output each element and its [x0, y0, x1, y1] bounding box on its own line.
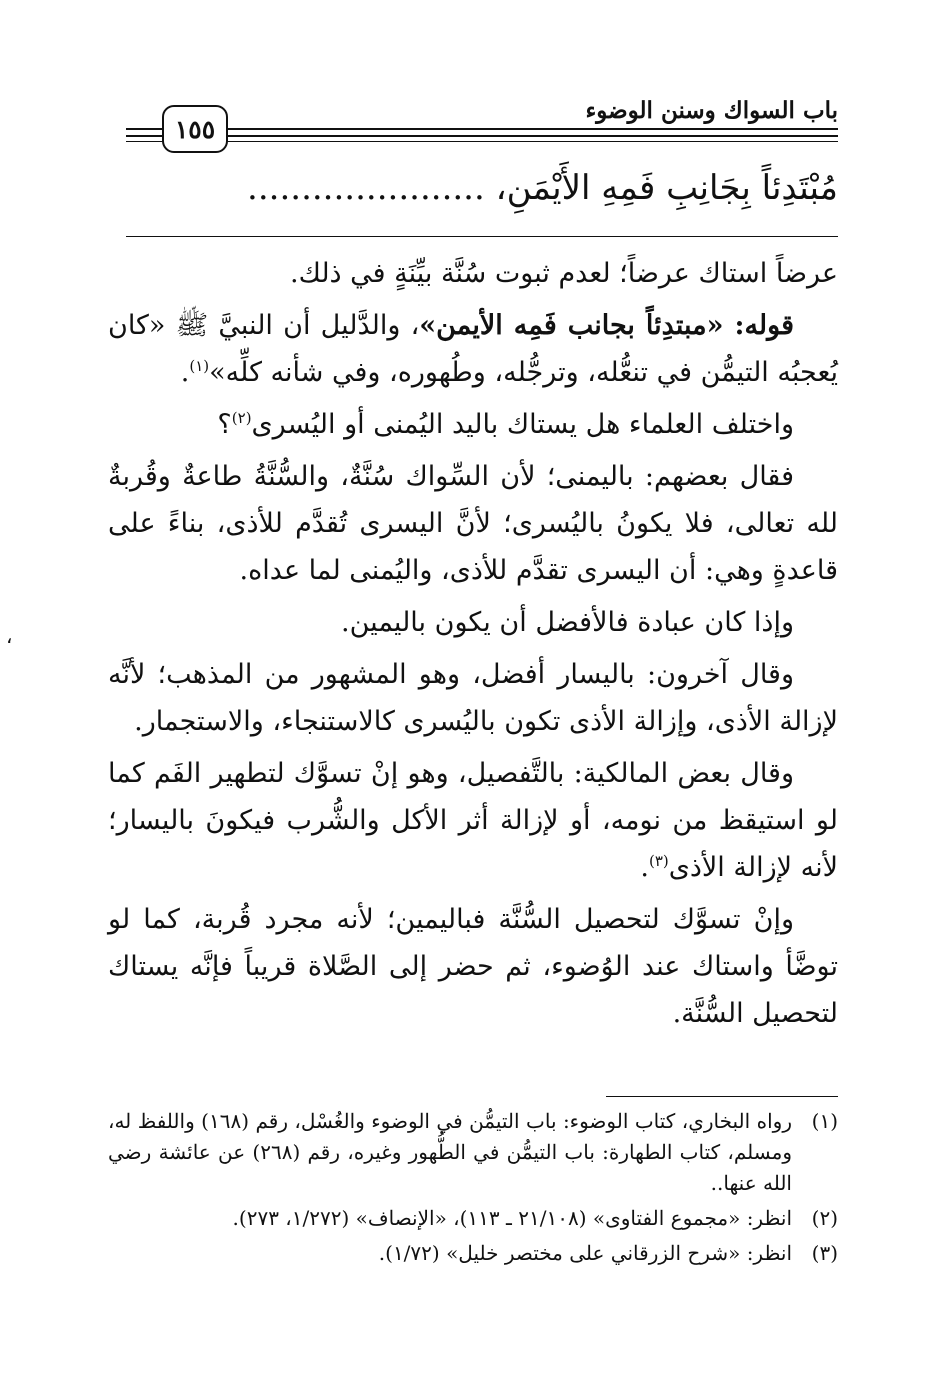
footnote-text: انظر: «شرح الزرقاني على مختصر خليل» (١/٧٢). [378, 1241, 792, 1265]
footnote-divider [606, 1096, 838, 1097]
paragraph-end: ؟ [217, 409, 232, 440]
paragraph [108, 453, 838, 594]
paragraph-text: عرضاً استاك عرضاً؛ لعدم ثبوت سُنَّة بيِّنَةٍ في ذلك. [289, 258, 838, 289]
commentary-body [108, 250, 838, 1042]
paragraph [108, 302, 838, 396]
paragraph-text: فقال بعضهم: باليمنى؛ لأن السِّواك سُنَّةٌ، والسُّنَّةُ طاعةٌ وقُربةٌ لله تعالى، فلا يكونُ باليُسرى؛ لأنَّ اليسرى تُقدَّم للأذى، بناءً على قاعدةٍ وهي: أن اليسرى تقدَّم للأذى، واليُمنى لما عداه. [108, 461, 838, 586]
quoted-matn: قوله: «مبتدِئاً بجانب فَمِه الأيمن» [419, 310, 795, 341]
page-number: ١٥٥ [162, 105, 228, 153]
paragraph [108, 750, 838, 891]
paragraph-text: ، والدَّليل أن النبيَّ ﷺ «كان يُعجبُه التيمُّن في تنعُّله، وترجُّله، وطُهوره، وفي شأنه كلِّه» [108, 310, 838, 388]
footnote-marker: (١) [189, 357, 210, 375]
footnote-number: (٢) [811, 1206, 838, 1230]
paragraph-text: وقال آخرون: باليسار أفضل، وهو المشهور من المذهب؛ لأنَّه لإزالة الأذى، وإزالة الأذى تكون باليُسرى كالاستنجاء، والاستجمار. [108, 659, 838, 737]
footnote [108, 1238, 838, 1269]
header-rule [126, 135, 838, 137]
footnote-text: رواه البخاري، كتاب الوضوء: باب التيمُّن في الوضوء والغُسْل، رقم (١٦٨) واللفظ له، ومسلم، كتاب الطهارة: باب التيمُّن في الطُّهور وغيره، رقم (٢٦٨) عن عائشة رضي الله عنها.. [108, 1109, 792, 1195]
paragraph-text: واختلف العلماء هل يستاك باليد اليُمنى أو اليُسرى [251, 409, 794, 440]
footnote-number: (١) [811, 1109, 838, 1133]
footnote-marker: (٢) [231, 409, 252, 427]
paragraph [108, 250, 838, 297]
paragraph [108, 651, 838, 745]
paragraph-end: . [640, 852, 649, 883]
footnotes [108, 1106, 838, 1273]
paragraph-end: . [180, 357, 190, 388]
footnote-text: انظر: «مجموع الفتاوى» (٢١/١٠٨ ـ ١١٣)، «الإنصاف» (١/٢٧٢، ٢٧٣). [232, 1206, 792, 1230]
header-rule [126, 141, 838, 142]
paragraph [108, 599, 838, 646]
paragraph-text: وإذا كان عبادة فالأفضل أن يكون باليمين. [341, 607, 794, 638]
paragraph [108, 896, 838, 1037]
matn-divider [126, 236, 838, 237]
paragraph-text: وإنْ تسوَّك لتحصيل السُّنَّة فباليمين؛ لأنه مجرد قُربة، كما لو توضَّأ واستاك عند الوُضوء، ثم حضر إلى الصَّلاة قريباً فإنَّه يستاك لتحصيل السُّنَّة. [108, 904, 838, 1029]
footnote [108, 1203, 838, 1234]
margin-mark: ، [6, 624, 13, 648]
header-rule [126, 128, 838, 130]
footnote-number: (٣) [811, 1241, 838, 1265]
footnote [108, 1106, 838, 1199]
running-head: باب السواك وسنن الوضوء [585, 97, 838, 124]
footnote-marker: (٣) [648, 852, 669, 870]
paragraph-text: وقال بعض المالكية: بالتَّفصيل، وهو إنْ تسوَّك لتطهير الفَم كما لو استيقظ من نومه، أو لإزالة أثر الأكل والشُّرب فيكونَ باليسار؛ لأنه لإزالة الأذى [108, 758, 838, 883]
paragraph [108, 401, 838, 448]
matn-text: مُبْتَدِئاً بِجَانِبِ فَمِهِ الأَيْمَنِ، ...................... [247, 168, 838, 208]
